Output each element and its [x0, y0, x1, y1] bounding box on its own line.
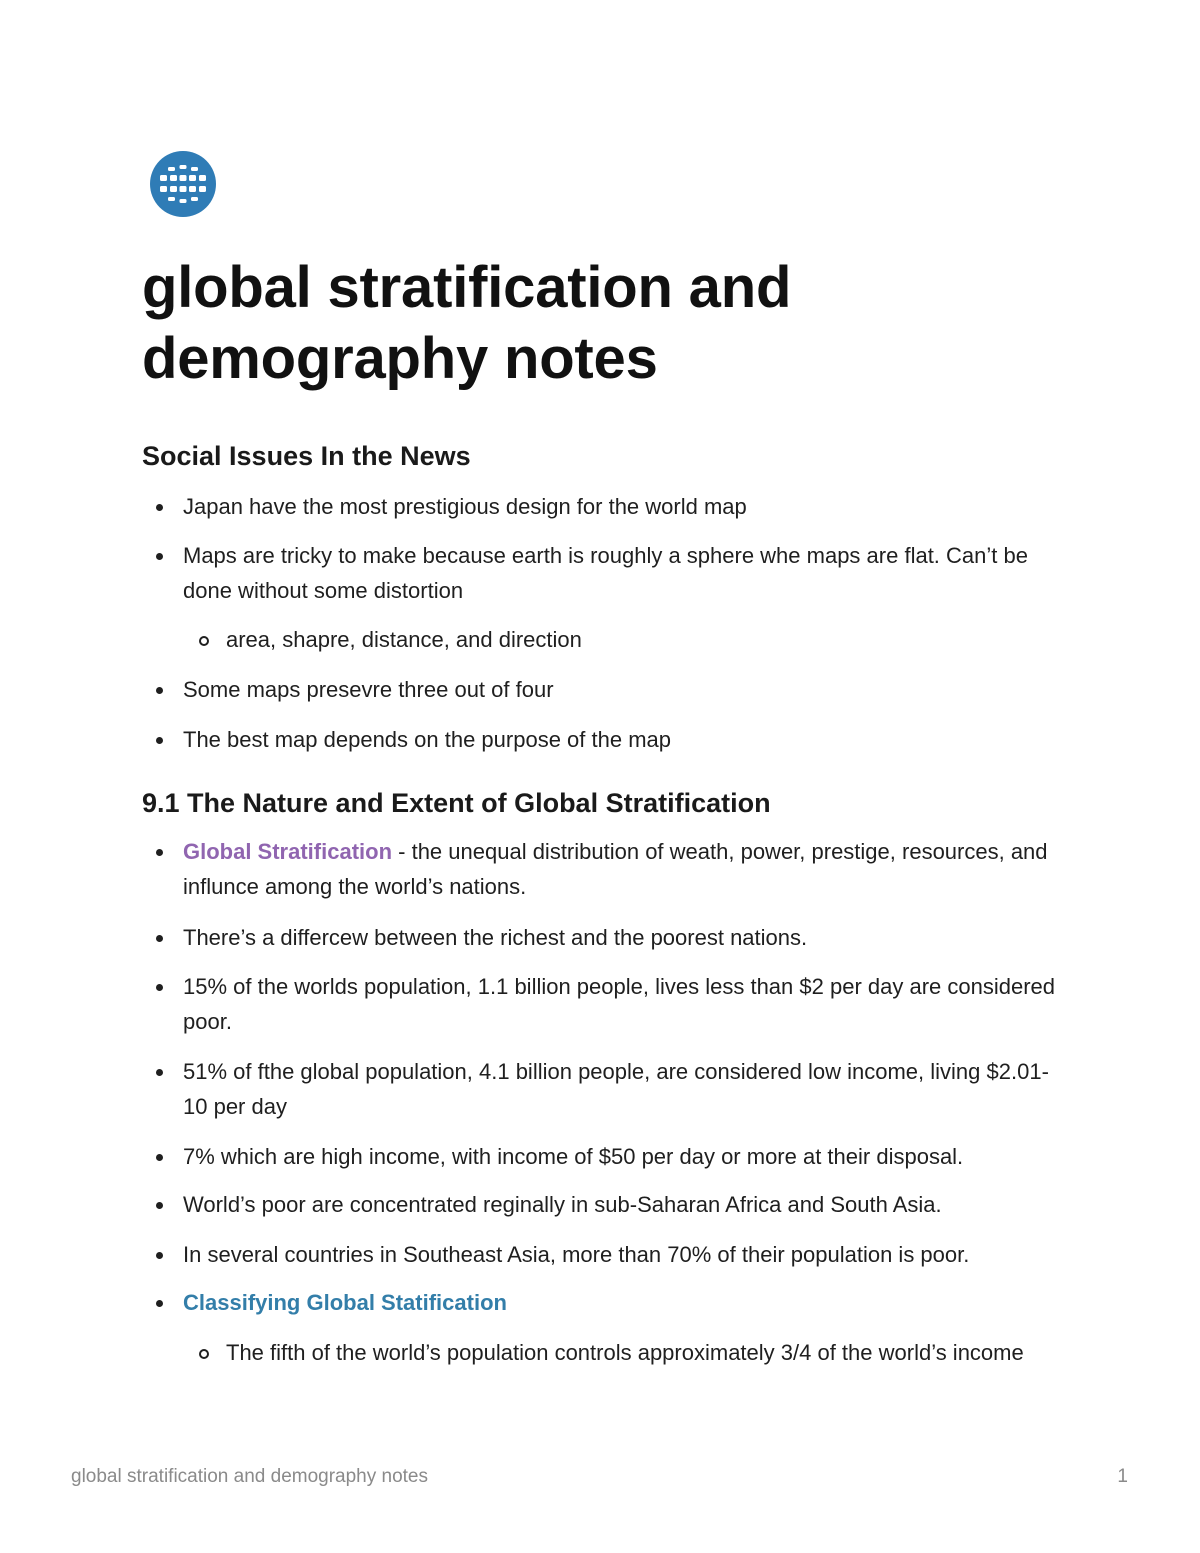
list-item-text: The fifth of the world’s population controls approximately 3/4 of the world’s income: [226, 1340, 1024, 1365]
list-item: [142, 969, 1072, 1039]
list-item: [142, 1139, 1072, 1174]
sub-list-item: [142, 1335, 1072, 1370]
sub-bullet-list: [142, 622, 1072, 657]
list-item-text: The best map depends on the purpose of the map: [183, 727, 671, 752]
bullet-list: [142, 834, 1072, 1320]
list-item: [142, 1285, 1072, 1320]
list-item: [142, 489, 1072, 524]
list-item-text: World’s poor are concentrated reginally in sub-Saharan Africa and South Asia.: [183, 1192, 942, 1217]
section-heading: Social Issues In the News: [142, 441, 471, 471]
bullet-list: [142, 672, 1072, 757]
list-item-text: - the unequal distribution of weath, power, prestige, resources, and influnce among the world’s nations.: [183, 839, 1048, 899]
footer-page-number: 1: [1117, 1466, 1128, 1487]
list-item-text: area, shapre, distance, and direction: [226, 627, 582, 652]
list-item-text: 7% which are high income, with income of $50 per day or more at their disposal.: [183, 1144, 964, 1169]
list-item: [142, 672, 1072, 707]
list-item: [142, 538, 1072, 608]
globe-icon: [150, 151, 216, 217]
list-item-text: Some maps presevre three out of four: [183, 677, 554, 702]
list-item: [142, 1187, 1072, 1222]
sub-list-item: [142, 622, 1072, 657]
section-social-issues: [142, 437, 1072, 757]
list-item: [142, 722, 1072, 757]
term-global-stratification: Global Stratification: [183, 839, 393, 864]
sub-bullet-list: [142, 1335, 1072, 1370]
list-item-text: In several countries in Southeast Asia, more than 70% of their population is poor.: [183, 1242, 970, 1267]
page-title: global stratification and demography notes: [142, 255, 792, 391]
list-item: [142, 920, 1072, 955]
footer-title: global stratification and demography notes: [71, 1466, 429, 1487]
list-item-text: Japan have the most prestigious design for the world map: [183, 494, 747, 519]
list-item-text: Maps are tricky to make because earth is roughly a sphere whe maps are flat. Can’t be done without some distortion: [183, 543, 1028, 603]
list-item-text: There’s a differcew between the richest and the poorest nations.: [183, 925, 808, 950]
section-heading: 9.1 The Nature and Extent of Global Stratification: [142, 788, 771, 818]
term-classifying-global-statification: Classifying Global Statification: [183, 1290, 507, 1315]
list-item: [142, 834, 1072, 904]
list-item: [142, 1237, 1072, 1272]
list-item-text: 51% of fthe global population, 4.1 billion people, are considered low income, living $2.01-10 per day: [183, 1059, 1049, 1119]
bullet-list: [142, 489, 1072, 608]
section-global-stratification: [142, 784, 1072, 1370]
list-item-text: 15% of the worlds population, 1.1 billion people, lives less than $2 per day are considered poor.: [183, 974, 1055, 1034]
list-item: [142, 1054, 1072, 1124]
